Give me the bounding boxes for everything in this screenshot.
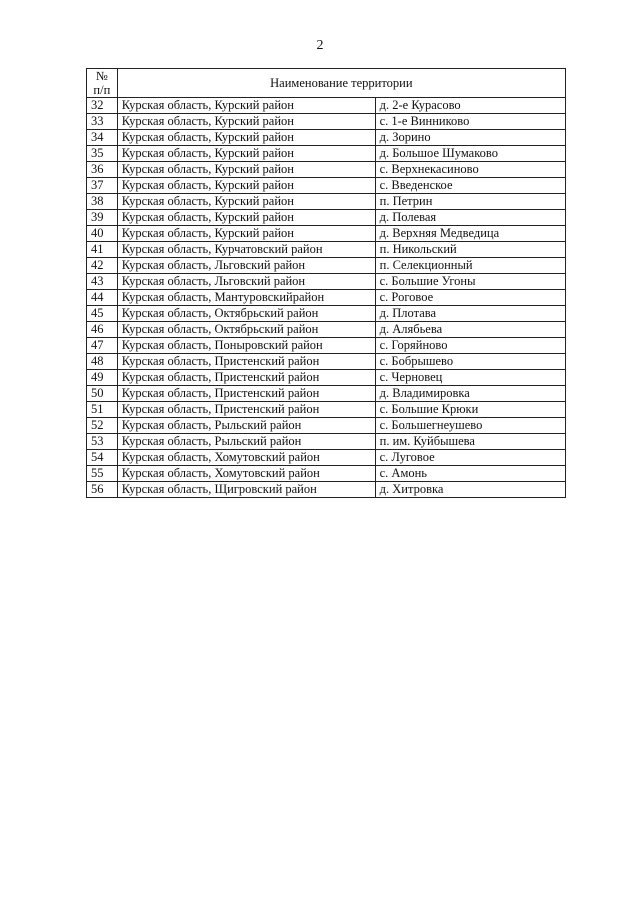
row-number-cell: 37 [87, 178, 118, 194]
row-number-cell: 54 [87, 450, 118, 466]
region-cell: Курская область, Пристенский район [117, 370, 375, 386]
row-number-cell: 46 [87, 322, 118, 338]
region-cell: Курская область, Льговский район [117, 274, 375, 290]
row-number-cell: 50 [87, 386, 118, 402]
region-cell: Курская область, Хомутовский район [117, 466, 375, 482]
locality-cell: с. 1-е Винниково [375, 114, 565, 130]
table-row [87, 354, 566, 370]
locality-cell: с. Большегнеушево [375, 418, 565, 434]
page-number: 2 [316, 38, 324, 53]
row-number-cell: 32 [87, 98, 118, 114]
row-number-cell: 45 [87, 306, 118, 322]
header-number-symbol: № [95, 69, 108, 83]
locality-cell: д. Владимировка [375, 386, 565, 402]
row-number-cell: 33 [87, 114, 118, 130]
row-number-cell: 56 [87, 482, 118, 498]
table-row [87, 178, 566, 194]
row-number-cell: 52 [87, 418, 118, 434]
region-cell: Курская область, Курский район [117, 146, 375, 162]
row-number-cell: 36 [87, 162, 118, 178]
locality-cell: д. 2-е Курасово [375, 98, 565, 114]
locality-cell: п. Никольский [375, 242, 565, 258]
locality-cell: д. Хитровка [375, 482, 565, 498]
locality-cell: п. им. Куйбышева [375, 434, 565, 450]
locality-cell: с. Большие Угоны [375, 274, 565, 290]
region-cell: Курская область, Курский район [117, 130, 375, 146]
table-row [87, 226, 566, 242]
region-cell: Курская область, Льговский район [117, 258, 375, 274]
table-row [87, 338, 566, 354]
table-row [87, 466, 566, 482]
row-number-cell: 47 [87, 338, 118, 354]
table-row [87, 306, 566, 322]
table-row [87, 370, 566, 386]
region-cell: Курская область, Курский район [117, 194, 375, 210]
row-number-cell: 48 [87, 354, 118, 370]
table-row [87, 242, 566, 258]
locality-cell: с. Горяйново [375, 338, 565, 354]
locality-cell: с. Бобрышево [375, 354, 565, 370]
locality-cell: п. Петрин [375, 194, 565, 210]
locality-cell: п. Селекционный [375, 258, 565, 274]
table-row [87, 194, 566, 210]
table-row [87, 162, 566, 178]
row-number-cell: 38 [87, 194, 118, 210]
table-row [87, 114, 566, 130]
locality-cell: д. Плотава [375, 306, 565, 322]
table-row [87, 146, 566, 162]
header-territory-name: Наименование территории [117, 69, 565, 98]
row-number-cell: 49 [87, 370, 118, 386]
region-cell: Курская область, Курский район [117, 210, 375, 226]
locality-cell: д. Зорино [375, 130, 565, 146]
locality-cell: с. Черновец [375, 370, 565, 386]
table-row [87, 450, 566, 466]
table-row [87, 210, 566, 226]
header-number-abbrev: п/п [93, 83, 111, 97]
row-number-cell: 41 [87, 242, 118, 258]
header-number-cell [87, 69, 118, 98]
region-cell: Курская область, Октябрьский район [117, 322, 375, 338]
table-row [87, 402, 566, 418]
locality-cell: д. Верхняя Медведица [375, 226, 565, 242]
locality-cell: с. Луговое [375, 450, 565, 466]
table-row [87, 290, 566, 306]
table-row [87, 418, 566, 434]
region-cell: Курская область, Рыльский район [117, 434, 375, 450]
locality-cell: с. Амонь [375, 466, 565, 482]
region-cell: Курская область, Курский район [117, 162, 375, 178]
table-row [87, 258, 566, 274]
row-number-cell: 42 [87, 258, 118, 274]
region-cell: Курская область, Курский район [117, 178, 375, 194]
table-row [87, 482, 566, 498]
territory-table [86, 68, 566, 498]
region-cell: Курская область, Рыльский район [117, 418, 375, 434]
table-row [87, 98, 566, 114]
locality-cell: с. Введенское [375, 178, 565, 194]
locality-cell: д. Алябьева [375, 322, 565, 338]
table-row [87, 322, 566, 338]
locality-cell: с. Верхнекасиново [375, 162, 565, 178]
region-cell: Курская область, Мантуровскийрайон [117, 290, 375, 306]
region-cell: Курская область, Пристенский район [117, 354, 375, 370]
region-cell: Курская область, Курчатовский район [117, 242, 375, 258]
locality-cell: д. Полевая [375, 210, 565, 226]
row-number-cell: 44 [87, 290, 118, 306]
table-body [87, 98, 566, 498]
region-cell: Курская область, Поныровский район [117, 338, 375, 354]
row-number-cell: 34 [87, 130, 118, 146]
locality-cell: д. Большое Шумаково [375, 146, 565, 162]
region-cell: Курская область, Пристенский район [117, 402, 375, 418]
table-row [87, 434, 566, 450]
row-number-cell: 51 [87, 402, 118, 418]
row-number-cell: 39 [87, 210, 118, 226]
region-cell: Курская область, Пристенский район [117, 386, 375, 402]
table-header [87, 69, 566, 98]
header-row [87, 69, 566, 98]
row-number-cell: 35 [87, 146, 118, 162]
region-cell: Курская область, Курский район [117, 226, 375, 242]
row-number-cell: 43 [87, 274, 118, 290]
locality-cell: с. Большие Крюки [375, 402, 565, 418]
row-number-cell: 40 [87, 226, 118, 242]
region-cell: Курская область, Хомутовский район [117, 450, 375, 466]
region-cell: Курская область, Октябрьский район [117, 306, 375, 322]
table-row [87, 274, 566, 290]
row-number-cell: 53 [87, 434, 118, 450]
table-row [87, 130, 566, 146]
locality-cell: с. Роговое [375, 290, 565, 306]
region-cell: Курская область, Курский район [117, 114, 375, 130]
region-cell: Курская область, Курский район [117, 98, 375, 114]
row-number-cell: 55 [87, 466, 118, 482]
table-row [87, 386, 566, 402]
region-cell: Курская область, Щигровский район [117, 482, 375, 498]
